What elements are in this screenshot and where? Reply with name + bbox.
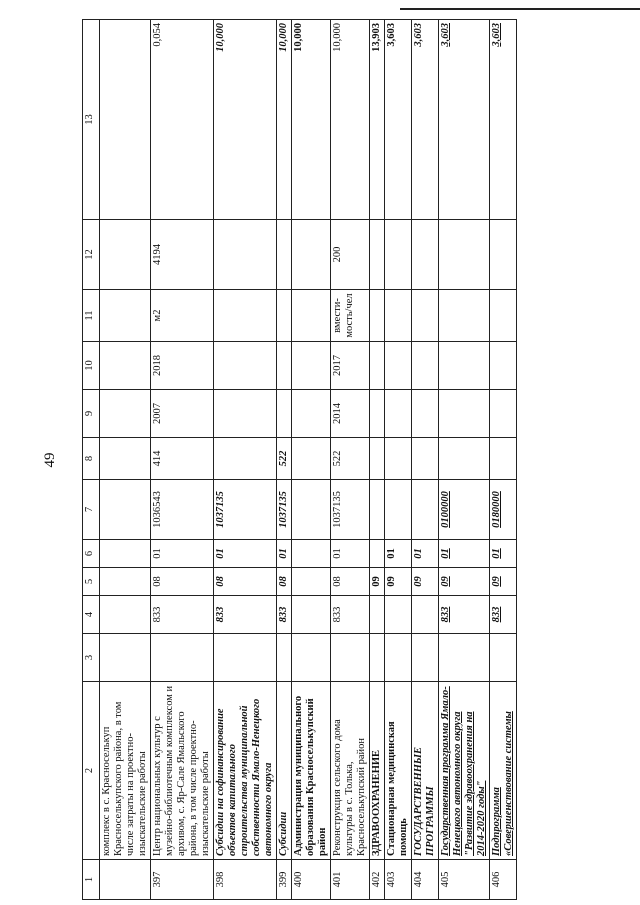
column-header: 11 [83, 290, 100, 342]
table-cell: 08 [277, 568, 292, 596]
table-cell: 1037135 [277, 480, 292, 540]
table-cell: 13,903 [370, 20, 385, 220]
table-cell [490, 342, 517, 390]
table-cell [292, 568, 331, 596]
table-cell [439, 438, 490, 480]
column-header: 6 [83, 540, 100, 568]
table-row [385, 20, 412, 900]
table-cell [100, 634, 151, 682]
table-cell: 01 [151, 540, 214, 568]
table-cell: 09 [370, 568, 385, 596]
table-cell: 2017 [331, 342, 370, 390]
table-cell [100, 438, 151, 480]
table-cell: 0100000 [439, 480, 490, 540]
table-row [214, 20, 277, 900]
table-cell: 406 [490, 860, 517, 900]
table-cell [370, 390, 385, 438]
table-cell: 3,603 [439, 20, 490, 220]
table-row [292, 20, 331, 900]
table-cell: 09 [412, 568, 439, 596]
table-cell [214, 342, 277, 390]
table-cell [100, 290, 151, 342]
table-cell [370, 634, 385, 682]
column-header: 3 [83, 634, 100, 682]
table-cell: 399 [277, 860, 292, 900]
table-row [412, 20, 439, 900]
budget-table [82, 19, 517, 900]
table-cell [292, 342, 331, 390]
table-cell [412, 390, 439, 438]
table-cell: 09 [385, 568, 412, 596]
column-header: 9 [83, 390, 100, 438]
table-cell: 2007 [151, 390, 214, 438]
table-cell: 08 [151, 568, 214, 596]
table-cell [370, 342, 385, 390]
table-cell: 10,000 [292, 20, 331, 220]
table-cell: 01 [277, 540, 292, 568]
table-cell [439, 342, 490, 390]
table-cell [385, 634, 412, 682]
table-cell [100, 568, 151, 596]
table-cell: ЗДРАВООХРАНЕНИЕ [370, 682, 385, 860]
table-cell: Администрация муниципального образования Красноселькупский район [292, 682, 331, 860]
rotated-table-wrapper [42, 20, 622, 900]
table-cell [100, 480, 151, 540]
table-cell [331, 634, 370, 682]
table-cell [439, 634, 490, 682]
column-header: 1 [83, 860, 100, 900]
table-cell: 01 [439, 540, 490, 568]
column-header: 10 [83, 342, 100, 390]
table-cell: 833 [151, 596, 214, 634]
table-cell [292, 480, 331, 540]
table-cell: 10,000 [331, 20, 370, 220]
table-cell [385, 438, 412, 480]
table-cell: 1037135 [214, 480, 277, 540]
table-cell: 402 [370, 860, 385, 900]
table-cell: 1036543 [151, 480, 214, 540]
column-header: 4 [83, 596, 100, 634]
table-cell [412, 290, 439, 342]
table-cell [100, 20, 151, 220]
table-cell: 833 [439, 596, 490, 634]
table-cell [214, 634, 277, 682]
table-cell: 09 [490, 568, 517, 596]
table-cell: Реконструкция сельского дома культуры в с. Толька, Красноселькупский район [331, 682, 370, 860]
table-cell [277, 634, 292, 682]
table-cell: 3,603 [490, 20, 517, 220]
table-cell: 2018 [151, 342, 214, 390]
table-cell: Центр национальных культур с музейно-библиотечным комплексом и архивом, с. Яр-Сале Ямальского района, в том числе проектно-изыскательские работы [151, 682, 214, 860]
table-cell [412, 342, 439, 390]
table-cell [292, 220, 331, 290]
table-cell [370, 290, 385, 342]
table-cell [292, 540, 331, 568]
table-cell [412, 438, 439, 480]
table-cell: ГОСУДАРСТВЕННЫЕ ПРОГРАММЫ [412, 682, 439, 860]
table-cell [412, 596, 439, 634]
table-cell [385, 390, 412, 438]
table-cell: 01 [412, 540, 439, 568]
table-cell: 2014 [331, 390, 370, 438]
table-cell [385, 596, 412, 634]
table-cell: м2 [151, 290, 214, 342]
table-cell: Субсидии [277, 682, 292, 860]
table-cell [412, 634, 439, 682]
table-cell: 3,603 [412, 20, 439, 220]
table-cell [439, 220, 490, 290]
table-cell: 404 [412, 860, 439, 900]
table-cell: 398 [214, 860, 277, 900]
table-cell [277, 220, 292, 290]
table-row [151, 20, 214, 900]
table-cell: комплекс в с. Красноселькуп Красноселькупского района, в том числе затраты на проектно-изыскательские работы [100, 682, 151, 860]
table-cell: 1037135 [331, 480, 370, 540]
table-cell [214, 390, 277, 438]
table-cell: 833 [490, 596, 517, 634]
column-header: 13 [83, 20, 100, 220]
table-cell: 01 [490, 540, 517, 568]
table-cell [214, 290, 277, 342]
table-cell [151, 634, 214, 682]
table-cell [490, 390, 517, 438]
table-row [331, 20, 370, 900]
table-cell [439, 290, 490, 342]
table-cell [370, 596, 385, 634]
table-body [100, 20, 517, 900]
table-cell: 3,603 [385, 20, 412, 220]
table-cell [412, 480, 439, 540]
table-cell: 522 [331, 438, 370, 480]
table-cell [412, 220, 439, 290]
table-cell [385, 220, 412, 290]
table-cell: 833 [214, 596, 277, 634]
table-cell [490, 438, 517, 480]
table-cell: 400 [292, 860, 331, 900]
table-cell [214, 220, 277, 290]
page-number: 49 [42, 452, 58, 468]
table-cell [439, 390, 490, 438]
table-cell: 200 [331, 220, 370, 290]
table-cell [100, 860, 151, 900]
table-cell [370, 438, 385, 480]
table-cell: 833 [277, 596, 292, 634]
column-header: 7 [83, 480, 100, 540]
table-cell: Субсидии на софинансирование объектов капитального строительства муниципальной собственности Ямало-Ненецкого автономного округа [214, 682, 277, 860]
table-row [277, 20, 292, 900]
column-header: 2 [83, 682, 100, 860]
table-cell [292, 290, 331, 342]
header-row [83, 20, 100, 900]
table-cell [385, 480, 412, 540]
table-cell: 522 [277, 438, 292, 480]
table-cell: Стационарная медицинская помощь [385, 682, 412, 860]
table-cell [214, 438, 277, 480]
table-cell [100, 596, 151, 634]
table-cell [385, 342, 412, 390]
table-cell: 405 [439, 860, 490, 900]
table-row [439, 20, 490, 900]
table-cell [277, 290, 292, 342]
table-cell [277, 342, 292, 390]
table-cell: 10,000 [277, 20, 292, 220]
table-cell: 401 [331, 860, 370, 900]
table-cell [385, 290, 412, 342]
table-row [370, 20, 385, 900]
table-cell [490, 290, 517, 342]
table-cell [100, 342, 151, 390]
table-cell [292, 438, 331, 480]
table-cell: Государственная программа Ямало-Ненецкого автономного округа "Развитие здравоохранения на 2014-2020 годы" [439, 682, 490, 860]
top-rule [400, 8, 640, 10]
table-cell: 10,000 [214, 20, 277, 220]
table-cell [292, 390, 331, 438]
table-cell [100, 390, 151, 438]
table-cell [370, 220, 385, 290]
table-cell: Подпрограмма «Совершенствование системы [490, 682, 517, 860]
table-cell: 08 [331, 568, 370, 596]
table-cell [370, 540, 385, 568]
table-cell [292, 634, 331, 682]
table-cell: 833 [331, 596, 370, 634]
table-cell: 09 [439, 568, 490, 596]
table-cell: 4194 [151, 220, 214, 290]
column-header: 12 [83, 220, 100, 290]
table-cell: 08 [214, 568, 277, 596]
table-cell: 414 [151, 438, 214, 480]
table-cell: 01 [214, 540, 277, 568]
table-row [490, 20, 517, 900]
column-header: 8 [83, 438, 100, 480]
table-cell [490, 634, 517, 682]
table-cell [100, 540, 151, 568]
table-cell [100, 220, 151, 290]
table-cell [490, 220, 517, 290]
table-row [100, 20, 151, 900]
table-cell: 397 [151, 860, 214, 900]
table-cell [292, 596, 331, 634]
table-cell [277, 390, 292, 438]
table-cell: 01 [331, 540, 370, 568]
table-cell [370, 480, 385, 540]
table-cell: вмести-мость/чел [331, 290, 370, 342]
table-cell: 0180000 [490, 480, 517, 540]
table-cell: 0,054 [151, 20, 214, 220]
column-header: 5 [83, 568, 100, 596]
table-cell: 01 [385, 540, 412, 568]
table-cell: 403 [385, 860, 412, 900]
